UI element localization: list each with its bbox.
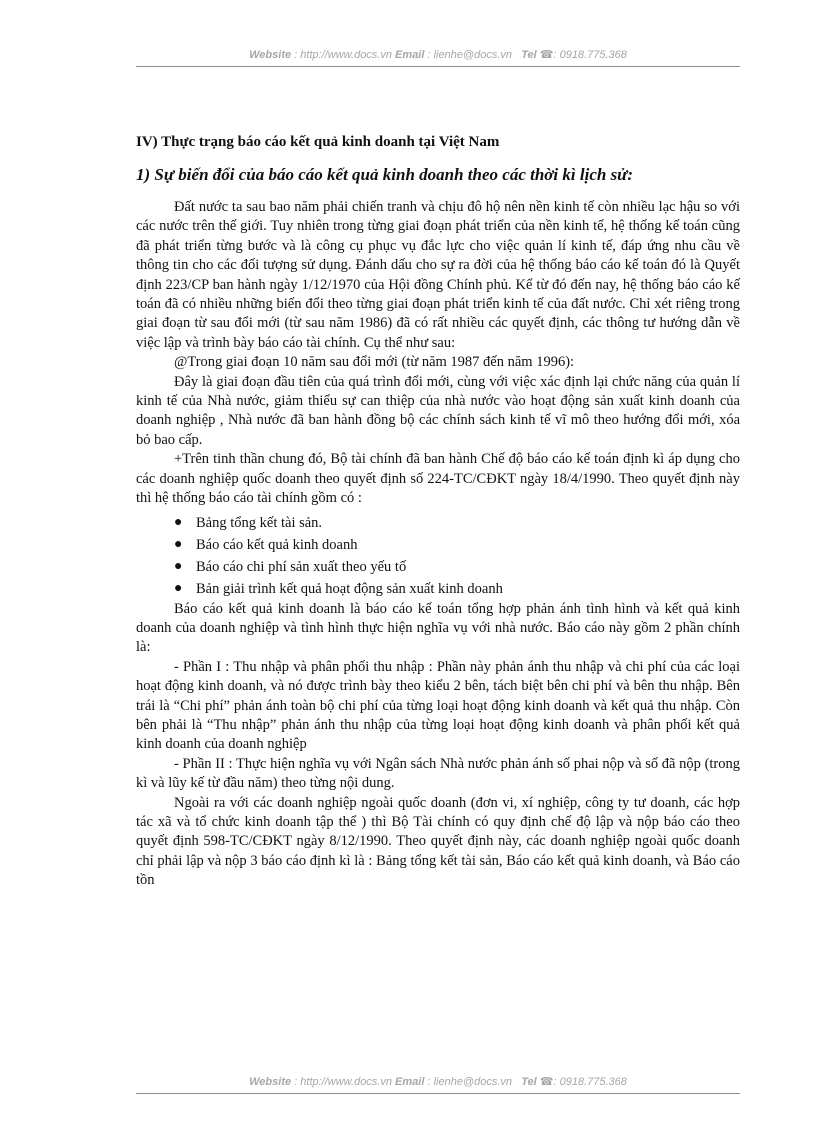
paragraph: Ngoài ra với các doanh nghiệp ngoài quốc doanh (đơn vi, xí nghiệp, công ty tư doanh, các hợp tác xã và tổ chức kinh doanh tập thể ) thì Bộ Tài chính có quy định chế độ lập và nộp báo cáo theo quyết định 598-TC/CĐKT ngày 8/12/1990. Theo quyết định này, các doanh nghiệp ngoài quốc doanh chỉ phải lập và nộp 3 báo cáo định kì là : Bảng tổng kết tài sản, Báo cáo kết quả kinh doanh, và Báo cáo tồn: [136, 794, 740, 889]
bullet-icon: ●: [174, 580, 183, 596]
bullet-icon: ●: [174, 558, 183, 574]
email-label: Email: [395, 49, 425, 61]
list-item-text: Báo cáo kết quả kinh doanh: [196, 536, 358, 553]
paragraph: Đây là giai đoạn đầu tiên của quá trình đổi mới, cùng với việc xác định lại chức năng của quản lí kinh tế của Nhà nước, giảm thiểu sự can thiệp của nhà nước vào hoạt động sản xuất kinh doanh của doanh nghiệp , Nhà nước đã ban hành đồng bộ các chính sách kinh tế vĩ mô theo hướng đổi mới, xóa bỏ bao cấp.: [136, 373, 740, 448]
bullet-list: [136, 512, 740, 600]
list-item: [136, 578, 740, 600]
subsection-title: 1) Sự biến đổi của báo cáo kết quả kinh doanh theo các thời kì lịch sử:: [136, 165, 634, 184]
paragraph: @Trong giai đoạn 10 năm sau đổi mới (từ năm 1987 đến năm 1996):: [174, 354, 575, 371]
list-item: [136, 556, 740, 578]
phone-icon: ☎: [539, 49, 554, 61]
document-body: [136, 132, 740, 891]
paragraph: - Phần I : Thu nhập và phân phối thu nhập : Phần này phản ánh thu nhập và chi phí của các loại hoạt động kinh doanh, và nó được trình bày theo kiểu 2 bên, tách biệt bên chi phí và bên thu nhập. Bên trái là “Chi phí” phản ánh toàn bộ chi phí của từng loại hoạt động kinh doanh và kết quả thu nhập. Còn bên phải là “Thu nhập” phản ánh thu nhập của từng loại hoạt động kinh doanh và phân phối kết quả kinh doanh của doanh nghiệp: [136, 658, 740, 753]
paragraph: Đất nước ta sau bao năm phải chiến tranh và chịu đô hộ nên nền kinh tế còn nhiều lạc hậu so với các nước trên thế giới. Tuy nhiên trong từng giai đoạn phát triển của nền kinh tế, hệ thống kế toán cũng đã phát triển từng bước và là công cụ phục vụ đắc lực cho việc quản lí kinh tế, đáp ứng nhu cầu về thông tin cho các đối tượng sử dụng. Đánh dấu cho sự ra đời của hệ thống báo cáo kế toán đó là Quyết định 223/CP ban hành ngày 1/12/1970 của Hội đồng Chính phủ. Kể từ đó đến nay, hệ thống báo cáo kế toán đã có nhiều những biến đổi theo từng giai đoạn phát triển kinh tế của đất nước. Chỉ xét riêng trong giai đoạn từ sau đổi mới (từ sau năm 1986) đã có rất nhiều các quyết định, các thông tư hướng dẫn về việc lập và trình bày báo cáo tài chính. Cụ thể như sau:: [136, 199, 740, 351]
list-item-text: Báo cáo chi phí sản xuất theo yếu tố: [196, 558, 407, 575]
bullet-icon: ●: [174, 514, 183, 530]
website-value: : http://www.docs.vn: [291, 49, 396, 61]
email-value: : lienhe@docs.vn: [424, 49, 516, 61]
website-label: Website: [249, 49, 292, 61]
header-rule: [136, 66, 740, 67]
website-label: Website: [249, 1076, 292, 1088]
website-value: : http://www.docs.vn: [291, 1076, 396, 1088]
tel-label: Tel: [521, 49, 537, 61]
email-value: : lienhe@docs.vn: [424, 1076, 516, 1088]
email-label: Email: [395, 1076, 425, 1088]
section-title: IV) Thực trạng báo cáo kết quả kinh doanh tại Việt Nam: [136, 134, 500, 150]
list-item-text: Bảng tổng kết tài sản.: [196, 514, 323, 531]
paragraph: Báo cáo kết quả kinh doanh là báo cáo kế toán tổng hợp phản ánh tình hình và kết quả kinh doanh của doanh nghiệp và tình hình thực hiện nghĩa vụ với nhà nước. Báo cáo này gồm 2 phần chính là:: [136, 600, 740, 656]
page-footer: [136, 1075, 740, 1088]
bullet-icon: ●: [174, 536, 183, 552]
list-item-text: Bản giải trình kết quả hoạt động sản xuất kinh doanh: [196, 580, 503, 597]
footer-rule: [136, 1093, 740, 1094]
paragraph: - Phần II : Thực hiện nghĩa vụ với Ngân sách Nhà nước phản ánh số phai nộp và số đã nộp (trong kì và lũy kế từ đầu năm) theo từng nội dung.: [136, 755, 740, 792]
list-item: [136, 512, 740, 534]
paragraph: +Trên tinh thần chung đó, Bộ tài chính đã ban hành Chế độ báo cáo kế toán định kì áp dụng cho các doanh nghiệp quốc doanh theo quyết định số 224-TC/CĐKT ngày 18/4/1990. Theo quyết định này thì hệ thống báo cáo tài chính gồm có :: [136, 451, 740, 507]
list-item: [136, 534, 740, 556]
tel-label: Tel: [521, 1076, 537, 1088]
tel-value: : 0918.775.368: [553, 49, 627, 61]
page-header: [136, 48, 740, 61]
tel-value: : 0918.775.368: [553, 1076, 627, 1088]
phone-icon: ☎: [539, 1076, 554, 1088]
